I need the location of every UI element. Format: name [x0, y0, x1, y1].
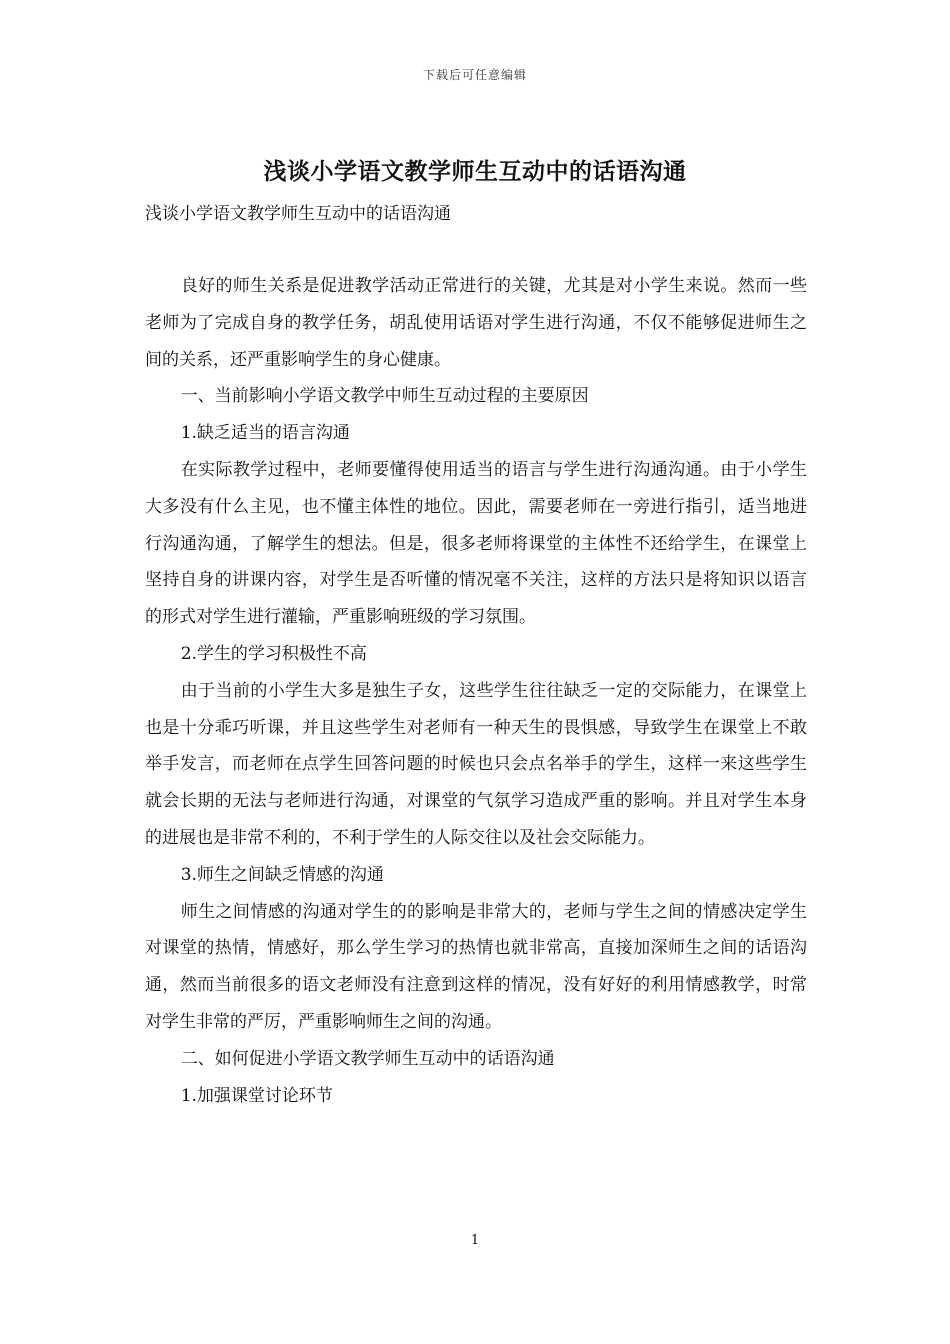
subheading-1-2: 2.学生的学习积极性不高: [180, 643, 367, 664]
document-title: 浅谈小学语文教学师生互动中的话语沟通: [263, 159, 687, 185]
subheading-1-3: 3.师生之间缺乏情感的沟通: [180, 864, 384, 885]
paragraph-1-2: 由于当前的小学生大多是独生子女，这些学生往往缺乏一定的交际能力，在课堂上也是十分乖巧听课，并且这些学生对老师有一种天生的畏惧感，导致学生在课堂上不敢举手发言，而老师在点学生回答问题的时候也只会点名举手的学生，这样一来这些学生就会长期的无法与老师进行沟通，对课堂的气氛学习造成严重的影响。并且对学生本身的进展也是非常不利的，不利于学生的人际交往以及社会交际能力。: [145, 680, 807, 848]
subheading-2-1: 1.加强课堂讨论环节: [180, 1085, 333, 1106]
page-number: 1: [470, 1233, 480, 1248]
document-subtitle: 浅谈小学语文教学师生互动中的话语沟通: [145, 204, 451, 224]
subheading-1-1: 1.缺乏适当的语言沟通: [180, 423, 350, 444]
section-heading-2: 二、如何促进小学语文教学师生互动中的话语沟通: [180, 1048, 555, 1069]
header-note: 下载后可任意编辑: [422, 68, 527, 82]
paragraph-1-3: 师生之间情感的沟通对学生的的影响是非常大的，老师与学生之间的情感决定学生对课堂的热情，情感好，那么学生学习的热情也就非常高，直接加深师生之间的话语沟通，然而当前很多的语文老师没有注意到这样的情况，没有好好的利用情感教学，时常对学生非常的严厉，严重影响师生之间的沟通。: [145, 901, 807, 1032]
section-heading-1: 一、当前影响小学语文教学中师生互动过程的主要原因: [180, 386, 589, 407]
paragraph-1-1: 在实际教学过程中，老师要懂得使用适当的语言与学生进行沟通沟通。由于小学生大多没有什么主见，也不懂主体性的地位。因此，需要老师在一旁进行指引，适当地进行沟通沟通，了解学生的想法。但是，很多老师将课堂的主体性不还给学生，在课堂上坚持自身的讲课内容，对学生是否听懂的情况毫不关注，这样的方法只是将知识以语言的形式对学生进行灌输，严重影响班级的学习氛围。: [145, 459, 807, 628]
document-body: [145, 268, 807, 1114]
paragraph-intro: 良好的师生关系是促进教学活动正常进行的关键，尤其是对小学生来说。然而一些老师为了完成自身的教学任务，胡乱使用话语对学生进行沟通，不仅不能够促进师生之间的关系，还严重影响学生的身心健康。: [145, 276, 807, 370]
